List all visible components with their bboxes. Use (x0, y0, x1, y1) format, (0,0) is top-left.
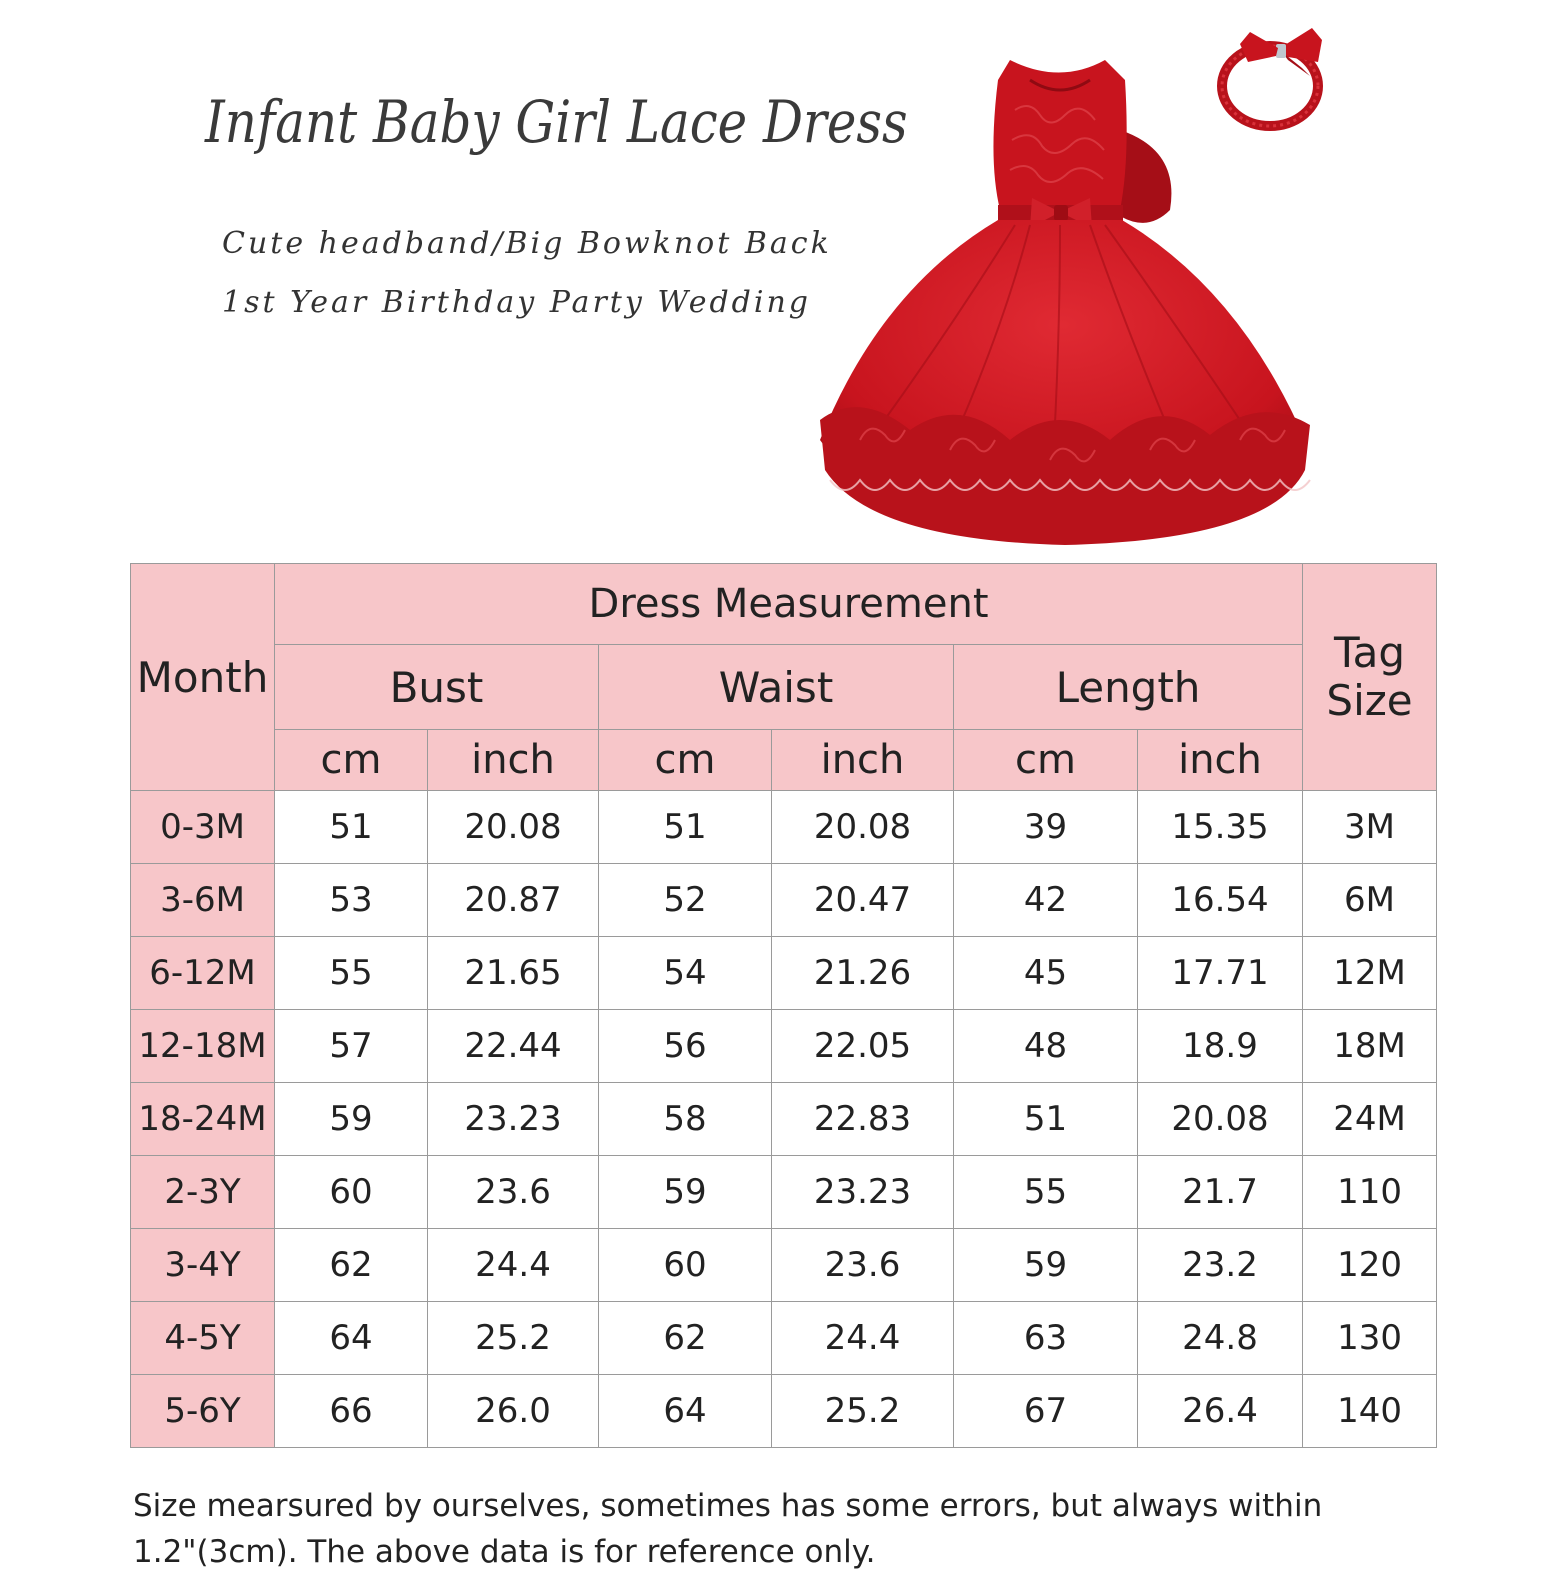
unit-header: cm (954, 730, 1138, 791)
month-header: Month (131, 564, 275, 791)
measurement-cell: 39 (954, 791, 1138, 864)
measurement-cell: 21.65 (428, 937, 599, 1010)
disclaimer-line-1: Size mearsured by ourselves, sometimes has some errors, but always within (133, 1488, 1323, 1524)
measurement-cell: 51 (599, 791, 772, 864)
measurement-cell: 23.23 (772, 1156, 954, 1229)
tag-size-cell: 6M (1303, 864, 1437, 937)
tag-size-cell: 130 (1303, 1302, 1437, 1375)
product-subtitle-1: Cute headband/Big Bowknot Back (222, 226, 832, 261)
tag-size-cell: 12M (1303, 937, 1437, 1010)
month-cell: 18-24M (131, 1083, 275, 1156)
measurement-cell: 17.71 (1138, 937, 1303, 1010)
table-row (131, 1010, 1437, 1083)
month-cell: 3-4Y (131, 1229, 275, 1302)
month-cell: 6-12M (131, 937, 275, 1010)
measurement-cell: 21.7 (1138, 1156, 1303, 1229)
measurement-cell: 60 (599, 1229, 772, 1302)
product-subtitle-2: 1st Year Birthday Party Wedding (222, 285, 811, 320)
measurement-cell: 23.6 (772, 1229, 954, 1302)
measurement-cell: 52 (599, 864, 772, 937)
measurement-cell: 66 (275, 1375, 428, 1448)
measurement-cell: 24.4 (772, 1302, 954, 1375)
measurement-cell: 60 (275, 1156, 428, 1229)
measurement-cell: 25.2 (772, 1375, 954, 1448)
measurement-cell: 64 (275, 1302, 428, 1375)
measurement-cell: 24.8 (1138, 1302, 1303, 1375)
measurement-cell: 15.35 (1138, 791, 1303, 864)
disclaimer-note (133, 1483, 1433, 1575)
measurement-cell: 21.26 (772, 937, 954, 1010)
month-cell: 0-3M (131, 791, 275, 864)
month-cell: 12-18M (131, 1010, 275, 1083)
measurement-cell: 22.05 (772, 1010, 954, 1083)
measurement-cell: 51 (954, 1083, 1138, 1156)
measurement-cell: 48 (954, 1010, 1138, 1083)
unit-header: cm (599, 730, 772, 791)
measurement-cell: 26.4 (1138, 1375, 1303, 1448)
measurement-cell: 20.08 (1138, 1083, 1303, 1156)
measurement-cell: 23.6 (428, 1156, 599, 1229)
disclaimer-line-2: 1.2"(3cm). The above data is for reference only. (133, 1534, 876, 1570)
unit-header: inch (428, 730, 599, 791)
measurement-cell: 54 (599, 937, 772, 1010)
measurement-cell: 20.47 (772, 864, 954, 937)
dress-measurement-header: Dress Measurement (275, 564, 1303, 645)
month-cell: 5-6Y (131, 1375, 275, 1448)
measurement-cell: 59 (275, 1083, 428, 1156)
measurement-cell: 58 (599, 1083, 772, 1156)
tag-size-cell: 18M (1303, 1010, 1437, 1083)
measurement-cell: 45 (954, 937, 1138, 1010)
measurement-cell: 62 (275, 1229, 428, 1302)
unit-header: cm (275, 730, 428, 791)
measurement-cell: 56 (599, 1010, 772, 1083)
measurement-cell: 25.2 (428, 1302, 599, 1375)
table-row (131, 1302, 1437, 1375)
measurement-cell: 42 (954, 864, 1138, 937)
measurement-cell: 59 (954, 1229, 1138, 1302)
table-row (131, 864, 1437, 937)
measurement-cell: 55 (275, 937, 428, 1010)
table-row (131, 1229, 1437, 1302)
measurement-cell: 20.87 (428, 864, 599, 937)
measurement-cell: 57 (275, 1010, 428, 1083)
dress-image (800, 40, 1330, 560)
measurement-cell: 26.0 (428, 1375, 599, 1448)
length-header: Length (954, 645, 1303, 730)
table-row (131, 791, 1437, 864)
tag-size-cell: 140 (1303, 1375, 1437, 1448)
measurement-cell: 51 (275, 791, 428, 864)
waist-header: Waist (599, 645, 954, 730)
measurement-cell: 22.83 (772, 1083, 954, 1156)
measurement-cell: 64 (599, 1375, 772, 1448)
measurement-cell: 16.54 (1138, 864, 1303, 937)
tag-size-header-line2: Size (1326, 676, 1413, 725)
product-title: Infant Baby Girl Lace Dress (205, 88, 908, 156)
measurement-cell: 20.08 (772, 791, 954, 864)
measurement-cell: 63 (954, 1302, 1138, 1375)
measurement-cell: 67 (954, 1375, 1138, 1448)
table-row (131, 1375, 1437, 1448)
measurement-cell: 23.2 (1138, 1229, 1303, 1302)
unit-header: inch (772, 730, 954, 791)
table-row (131, 1156, 1437, 1229)
measurement-cell: 55 (954, 1156, 1138, 1229)
measurement-cell: 62 (599, 1302, 772, 1375)
measurement-cell: 53 (275, 864, 428, 937)
size-chart-table (130, 563, 1437, 1448)
month-cell: 2-3Y (131, 1156, 275, 1229)
month-cell: 3-6M (131, 864, 275, 937)
measurement-cell: 24.4 (428, 1229, 599, 1302)
tag-size-cell: 24M (1303, 1083, 1437, 1156)
tag-size-header (1303, 564, 1437, 791)
tag-size-cell: 120 (1303, 1229, 1437, 1302)
tag-size-cell: 110 (1303, 1156, 1437, 1229)
measurement-cell: 22.44 (428, 1010, 599, 1083)
measurement-cell: 18.9 (1138, 1010, 1303, 1083)
table-row (131, 1083, 1437, 1156)
measurement-cell: 23.23 (428, 1083, 599, 1156)
bust-header: Bust (275, 645, 599, 730)
measurement-cell: 20.08 (428, 791, 599, 864)
tag-size-header-line1: Tag (1333, 628, 1406, 677)
tag-size-cell: 3M (1303, 791, 1437, 864)
month-cell: 4-5Y (131, 1302, 275, 1375)
measurement-cell: 59 (599, 1156, 772, 1229)
unit-header: inch (1138, 730, 1303, 791)
table-row (131, 937, 1437, 1010)
